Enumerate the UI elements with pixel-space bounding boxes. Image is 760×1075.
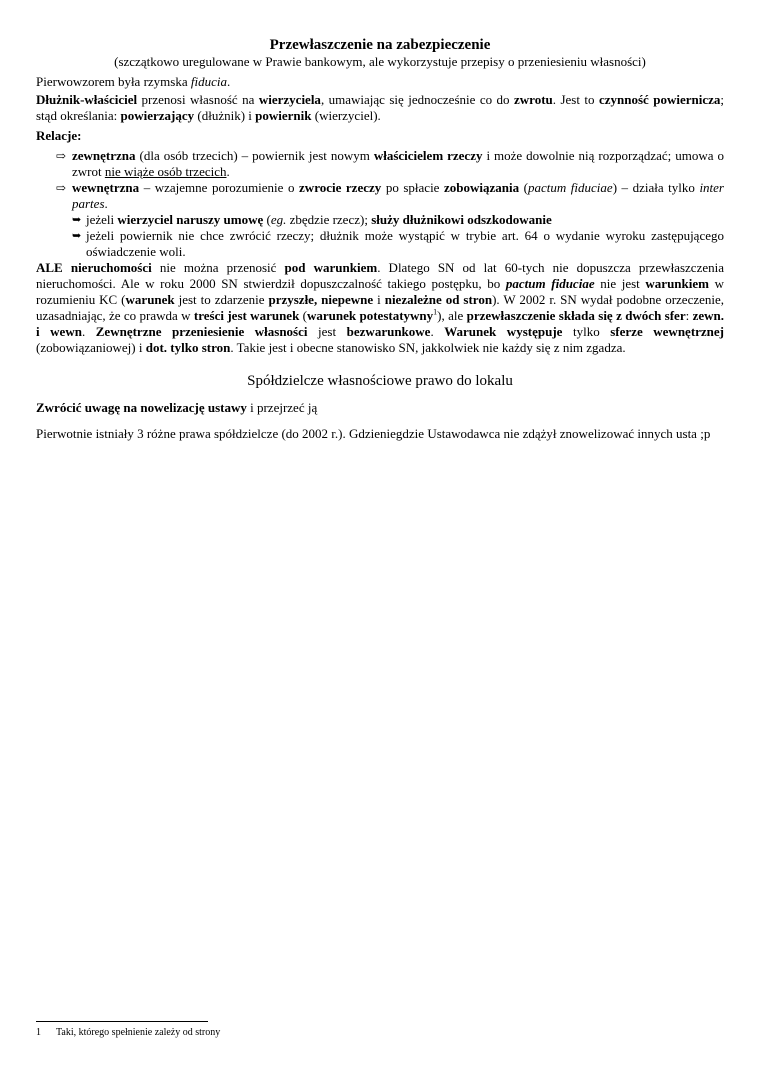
relations-label: Relacje: bbox=[36, 128, 82, 143]
list-item-internal: ⇨ wewnętrzna – wzajemne porozumienie o zwrocie rzeczy po spłacie zobowiązania (pactum fiduciae) – działa tylko inter partes. ➥ jeżeli wierzyciel naruszy umowę (eg. zbędzie rzecz); służy dłużnikowi odszkodowanie ➥ jeżeli powiernik nie chce zwrócić rzeczy; dłużnik może wystąpić w trybie art. 64 o wydanie wyroku zastępującego oświadczenie woli. bbox=[56, 180, 724, 259]
document-page bbox=[36, 36, 724, 446]
footnote-reference[interactable]: 1 bbox=[433, 307, 438, 317]
sub-list-item: ➥ jeżeli powiernik nie chce zwrócić rzeczy; dłużnik może wystąpić w trybie art. 64 o wydanie wyroku zastępującego oświadczenie woli. bbox=[72, 228, 724, 259]
paragraph-origin: Pierwowzorem była rzymska fiducia. bbox=[36, 74, 231, 89]
paragraph-real-estate: ALE nieruchomości nie można przenosić pod warunkiem. Dlatego SN od lat 60-tych nie dopuszcza przewłaszczenia nieruchomości. Ale w roku 2000 SN stwierdził dopuszczalność takiego postępku, bo pactum fiduciae nie jest warunkiem w rozumieniu KC (warunek jest to zdarzenie przyszłe, niepewne i niezależne od stron). W 2002 r. SN wydał podobne orzeczenie, uzasadniając, że co prawda w treści jest warunek (warunek potestatywny$^1$), ale przewłaszczenie składa się z dwóch sfer: zewn. i wewn. Zewnętrzne przeniesienie własności jest bezwarunkowe. Warunek występuje tylko sferze wewnętrznej (zobowiązaniowej) i dot. tylko stron. Takie jest i obecne stanowisko SN, jakkolwiek nie każdy się z nim zgadza. bbox=[36, 260, 725, 355]
footnote bbox=[36, 1027, 220, 1039]
section-heading: Spółdzielcze własnościowe prawo do lokalu bbox=[247, 373, 513, 389]
footnote-separator bbox=[36, 1021, 208, 1022]
footnote-number: 1 bbox=[36, 1027, 41, 1038]
paragraph-definition: Dłużnik-właściciel przenosi własność na wierzyciela, umawiając się jednocześnie co do zwrotu. Jest to czynność powiernicza; stąd określania: powierzający (dłużnik) i powiernik (wierzyciel). bbox=[36, 92, 725, 123]
sub-list-item: ➥ jeżeli wierzyciel naruszy umowę (eg. zbędzie rzecz); służy dłużnikowi odszkodowanie bbox=[72, 212, 552, 227]
relations-list bbox=[36, 148, 724, 260]
document-title: Przewłaszczenie na zabezpieczenie bbox=[269, 37, 491, 53]
document-subtitle: (szczątkowo uregulowane w Prawie bankowym, ale wykorzystuje przepisy o przeniesieniu własności) bbox=[114, 54, 646, 69]
paragraph-note: Zwrócić uwagę na nowelizację ustawy i przejrzeć ją bbox=[36, 400, 318, 415]
footnote-text: Taki, którego spełnienie zależy od strony bbox=[56, 1027, 221, 1038]
curved-arrow-right-icon: ➥ bbox=[72, 214, 82, 226]
internal-sublist bbox=[72, 212, 724, 260]
paragraph-history: Pierwotnie istniały 3 różne prawa spółdzielcze (do 2002 r.). Gdzieniegdzie Ustawodawca nie zdążył znowelizować innych usta ;p bbox=[36, 426, 711, 441]
arrow-right-outline-icon: ⇨ bbox=[56, 181, 67, 195]
curved-arrow-right-icon: ➥ bbox=[72, 230, 82, 242]
list-item-external: ⇨ zewnętrzna (dla osób trzecich) – powiernik jest nowym właścicielem rzeczy i może dowolnie nią rozporządzać; umowa o zwrot nie wiąże osób trzecich. bbox=[56, 148, 725, 179]
arrow-right-outline-icon: ⇨ bbox=[56, 149, 67, 163]
